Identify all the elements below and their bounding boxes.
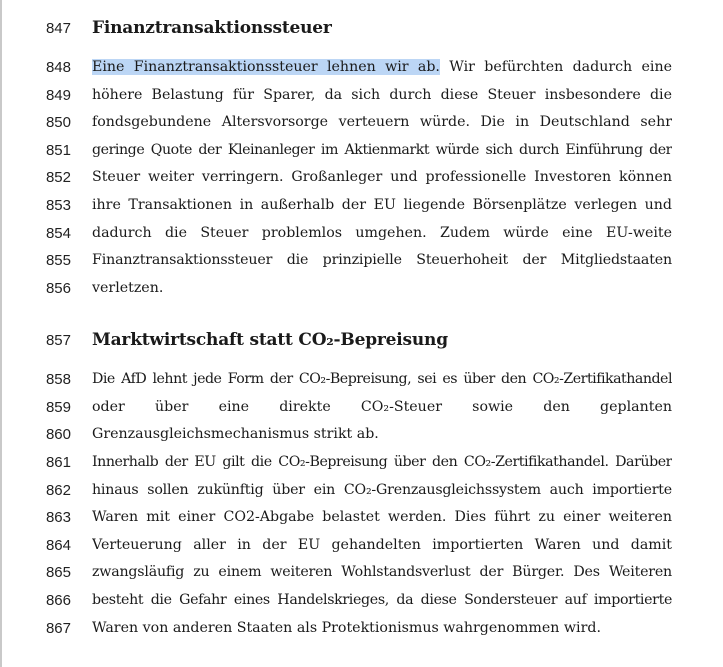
line-number: 862 [45, 482, 71, 499]
text-line [0, 220, 723, 247]
section-heading [0, 15, 723, 42]
text-line [0, 82, 723, 109]
line-number: 847 [45, 20, 71, 37]
line-text[interactable]: Steuer weiter verringern. Großanleger und professionelle Investoren können [92, 169, 672, 185]
line-text[interactable]: zwangsläufig zu einem weiteren Wohlstandsverlust der Bürger. Des Weiteren [92, 564, 672, 580]
line-number: 855 [45, 252, 71, 269]
line-text[interactable]: hinaus sollen zukünftig über ein CO₂-Grenzausgleichssystem auch importierte [92, 482, 672, 498]
line-number: 859 [45, 399, 71, 416]
line-number: 851 [45, 142, 71, 159]
text-line [0, 192, 723, 219]
text-line [0, 559, 723, 586]
text-line [0, 504, 723, 531]
heading-text[interactable]: Finanztransaktionssteuer [92, 18, 332, 38]
line-number: 850 [45, 114, 71, 131]
text-line [0, 587, 723, 614]
line-number: 861 [45, 454, 71, 471]
text-line [0, 109, 723, 136]
line-number: 854 [45, 225, 71, 242]
line-number: 849 [45, 87, 71, 104]
line-number: 853 [45, 197, 71, 214]
line-number: 860 [45, 426, 71, 443]
line-text[interactable]: besteht die Gefahr eines Handelskrieges, da diese Sondersteuer auf importierte [92, 592, 672, 608]
text-line [0, 532, 723, 559]
text-line [0, 421, 723, 448]
line-number: 856 [45, 280, 71, 297]
line-text[interactable]: Die AfD lehnt jede Form der CO₂-Bepreisung, sei es über den CO₂-Zertifikathandel [92, 371, 672, 387]
line-text[interactable]: Innerhalb der EU gilt die CO₂-Bepreisung über den CO₂-Zertifikathandel. Darüber [92, 454, 672, 470]
text-line [0, 615, 723, 642]
line-text[interactable]: Grenzausgleichsmechanismus strikt ab. [92, 426, 379, 442]
line-text[interactable]: Finanztransaktionssteuer die prinzipielle Steuerhoheit der Mitgliedstaaten [92, 252, 672, 268]
line-text[interactable]: Waren von anderen Staaten als Protektionismus wahrgenommen wird. [92, 620, 601, 636]
line-text[interactable]: geringe Quote der Kleinanleger im Aktienmarkt würde sich durch Einführung der [92, 142, 672, 158]
line-number: 866 [45, 592, 71, 609]
line-number: 858 [45, 371, 71, 388]
text-line [0, 247, 723, 274]
line-number: 864 [45, 537, 71, 554]
line-text[interactable]: ihre Transaktionen in außerhalb der EU liegende Börsenplätze verlegen und [92, 197, 672, 213]
line-number: 852 [45, 169, 71, 186]
line-text[interactable]: höhere Belastung für Sparer, da sich durch diese Steuer insbesondere die [92, 87, 672, 103]
line-text[interactable]: Verteuerung aller in der EU gehandelten importierten Waren und damit [92, 537, 672, 553]
line-text-rest[interactable]: Wir befürchten dadurch eine [439, 59, 672, 75]
line-text[interactable]: oder über eine direkte CO₂-Steuer sowie den geplanten [92, 399, 672, 415]
line-text[interactable]: Waren mit einer CO2-Abgabe belastet werden. Dies führt zu einer weiteren [92, 509, 672, 525]
text-line [0, 275, 723, 302]
text-line [0, 394, 723, 421]
text-line [0, 137, 723, 164]
selected-text[interactable]: Eine Finanztransaktionssteuer lehnen wir ab. [92, 59, 440, 75]
text-line [0, 366, 723, 393]
text-line [0, 164, 723, 191]
text-line [0, 449, 723, 476]
line-number: 848 [45, 59, 71, 76]
section-heading [0, 327, 723, 354]
text-line [0, 54, 723, 81]
line-number: 863 [45, 509, 71, 526]
line-number: 865 [45, 564, 71, 581]
text-line [0, 477, 723, 504]
line-text[interactable] [92, 54, 672, 81]
line-text[interactable]: fondsgebundene Altersvorsorge verteuern würde. Die in Deutschland sehr [92, 114, 672, 130]
line-number: 867 [45, 620, 71, 637]
line-text[interactable]: dadurch die Steuer problemlos umgehen. Zudem würde eine EU-weite [92, 225, 672, 241]
line-number: 857 [45, 332, 71, 349]
line-text[interactable]: verletzen. [92, 280, 164, 296]
heading-text[interactable]: Marktwirtschaft statt CO₂-Bepreisung [92, 330, 448, 350]
